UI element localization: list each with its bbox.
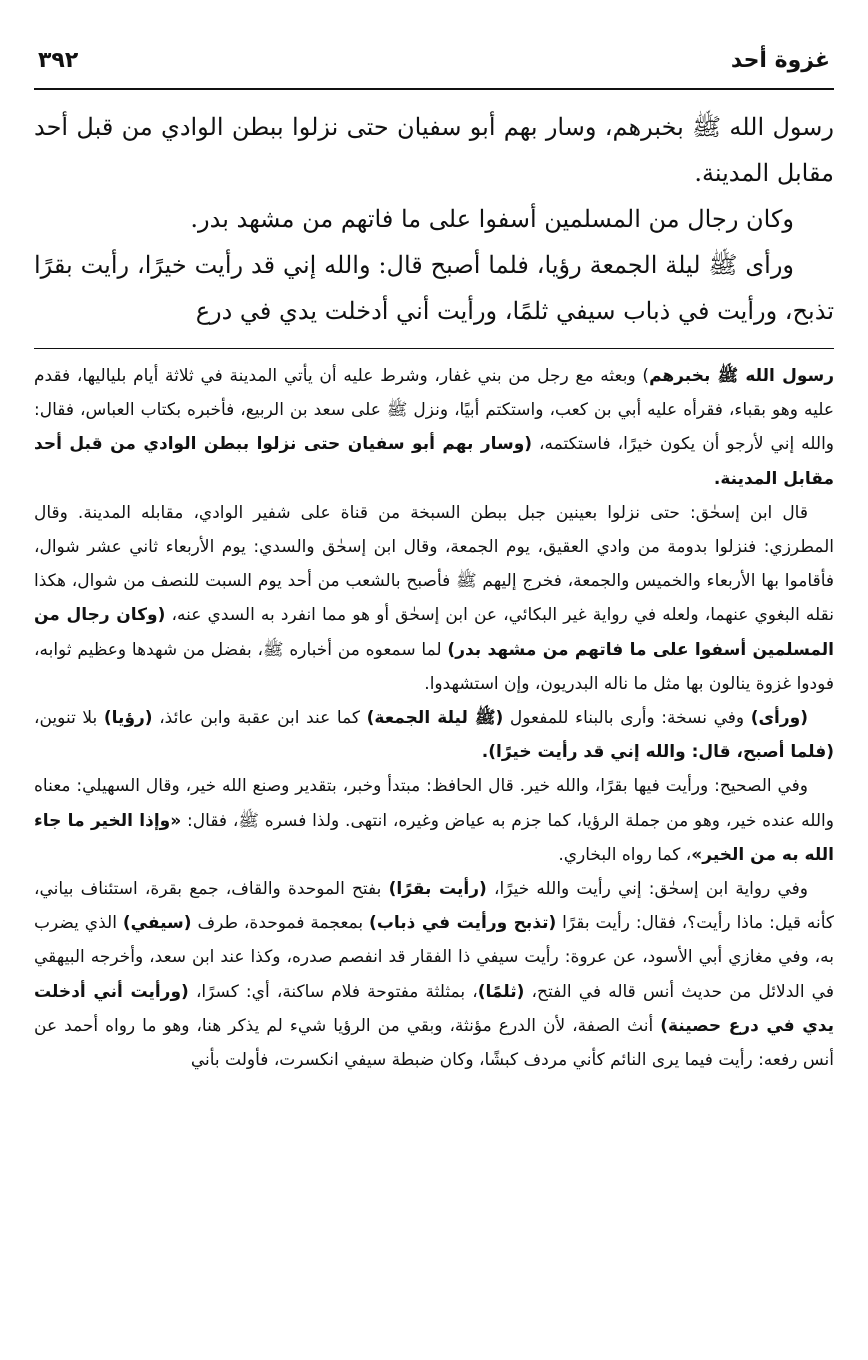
commentary-text: ، كما رواه البخاري. — [558, 844, 692, 865]
quoted-matn: رسول الله ﷺ بخبرهم — [649, 366, 834, 386]
main-paragraph: وكان رجال من المسلمين أسفوا على ما فاتهم من مشهد بدر. — [190, 205, 794, 233]
commentary-paragraph — [34, 359, 834, 496]
commentary-text: بفتح الموحدة والقاف، جمع بقرة، استئناف بياني، كأنه قيل: ماذا رأيت؟، فقال: رأيت بقرًا — [34, 879, 835, 934]
main-paragraph: رسول الله ﷺ بخبرهم، وسار بهم أبو سفيان حتى نزلوا ببطن الوادي من قبل أحد مقابل المدينة. — [34, 113, 835, 187]
page-number: ٣٩٢ — [38, 48, 79, 73]
quoted-matn: (ورأيت أني أدخلت يدي في درع حصينة) — [34, 981, 834, 1036]
commentary-text: وفي نسخة: وأرى بالبناء للمفعول — [503, 708, 751, 729]
header-divider — [34, 88, 834, 90]
commentary-text: أنث الصفة، لأن الدرع مؤنثة، وبقي من الرؤيا شيء لم يذكر هنا، وهو ما رواه أحمد عن أنس رفعه: رأيت فيما يرى النائم كأني مردف كبشًا، وكان ضبطة سيفي انكسرت، فأولت بأني — [34, 1015, 834, 1071]
commentary-paragraph — [34, 872, 834, 1077]
running-title: غزوة أحد — [730, 48, 830, 73]
quoted-matn: (ﷺ ليلة الجمعة) — [366, 708, 504, 729]
commentary-text: بمعجمة فموحدة، طرف — [191, 913, 370, 934]
commentary-paragraph — [34, 496, 834, 701]
page-header — [34, 44, 834, 78]
commentary-text: كما عند ابن عقبة وابن عائذ، — [152, 708, 367, 729]
quoted-matn: (وسار بهم أبو سفيان حتى نزلوا ببطن الوادي من قبل أحد مقابل المدينة. — [34, 434, 834, 489]
commentary-text: يوم الأربعاء ثاني عشر شوال، فأقاموا بها الأربعاء والخميس والجمعة، فخرج إليهم ﷺ فأصبح بالشعب من أحد يوم السبت للنصف من شوال، هكذا نقله البغوي عنهما، ولعله في رواية غير البكائي، عن ابن إسحٰق أو هو مما انفرد به السدي عنه، — [34, 537, 835, 626]
commentary — [34, 359, 834, 1077]
commentary-text: ، بمثلثة مفتوحة فلام ساكنة، أي: كسرًا، — [188, 981, 478, 1002]
quoted-matn: (وكان رجال من المسلمين أسفوا على ما فاتهم من مشهد بدر) — [34, 605, 834, 660]
commentary-paragraph — [34, 701, 834, 769]
quoted-matn: (رؤيا) — [103, 708, 153, 729]
commentary-text: وفي رواية ابن إسحٰق: إني رأيت والله خيرًا، — [486, 879, 808, 900]
commentary-text: قال ابن إسحٰق: حتى نزلوا بعينين جبل ببطن السبخة من قناة على شفير الوادي، مقابله المدينة. وقال المطرزي: فنزلوا بدومة من وادي العقيق، يوم الجمعة، وقال ابن إسحٰق والسدي: — [34, 502, 834, 558]
quoted-matn: «وإذا الخير ما جاء الله به من الخير» — [34, 810, 834, 865]
commentary-text: وفي الصحيح: ورأيت فيها بقرًا، والله خير. قال الحافظ: مبتدأ وخبر، بتقدير وصنع الله خير، وقال السهيلي: معناه والله عنده خير، وهو من جملة الرؤيا، كما جزم به عياض وغيره، انتهى. ولذا فسره ﷺ، فقال: — [34, 776, 834, 831]
main-text — [34, 104, 834, 334]
quoted-matn: (فلما أصبح، قال: والله إني قد رأيت خيرًا). — [481, 742, 834, 763]
commentary-text: لما سمعوه من أخباره ﷺ، بفضل من شهدها وعظيم ثوابه، فودوا غزوة ينالون بها مثل ما ناله البدريون، وإن استشهدوا. — [34, 639, 834, 694]
quoted-matn: (سيفي) — [122, 913, 192, 934]
quoted-matn: (رأيت بقرًا) — [388, 879, 487, 900]
footnote-divider — [34, 348, 834, 349]
quoted-matn: (تذبح ورأيت في ذباب) — [369, 913, 557, 934]
commentary-text: الذي يضرب به، وفي مغازي أبي الأسود، عن عروة: رأيت سيفي ذا الفقار قد انفصم صدره، وكذا عند ابن سعد، وأخرجه البيهقي في الدلائل من حديث أنس قاله في الفتح، — [34, 913, 834, 1002]
quoted-matn: (ورأى) — [750, 708, 809, 729]
commentary-text: بلا تنوين، — [34, 708, 104, 729]
quoted-matn: (ثلمًا) — [477, 981, 525, 1002]
main-paragraph: ورأى ﷺ ليلة الجمعة رؤيا، فلما أصبح قال: والله إني قد رأيت خيرًا، رأيت بقرًا تذبح، ورأيت في ذباب سيفي ثلمًا، ورأيت أني أدخلت يدي في درع — [34, 251, 834, 325]
commentary-paragraph — [34, 769, 834, 872]
commentary-text: ) وبعثه مع رجل من بني غفار، وشرط عليه أن يأتي المدينة في ثلاثة أيام بلياليها، فقدم عليه وهو بقباء، فقرأه عليه أبي بن كعب، واستكتم أبيًا، ونزل ﷺ على سعد بن الربيع، فأخبره بكتاب العباس، فقال: والله إني لأرجو أن يكون خيرًا، فاستكتمه، — [34, 366, 834, 455]
